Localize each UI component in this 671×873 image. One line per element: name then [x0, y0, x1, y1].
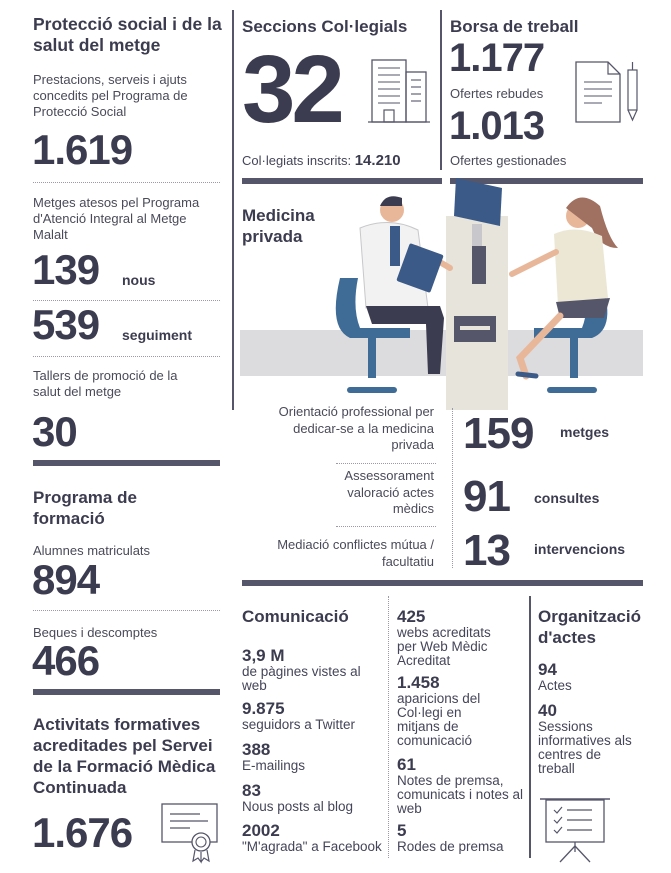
tallers-label: Tallers de promoció de la salut del metge [33, 368, 178, 399]
rebudes-value: 1.177 [449, 36, 545, 80]
doctor-patient-illustration [240, 178, 643, 410]
com-value: 388 [242, 740, 271, 759]
actes-title: Organització d'actes [538, 607, 641, 647]
social-title: Protecció social i de la salut del metge [33, 14, 222, 55]
com-item [397, 674, 507, 748]
medicina-title: Medicina privada [242, 206, 315, 246]
certificate-icon [160, 802, 220, 864]
com-label: webs acreditats per Web Mèdic Acreditat [397, 625, 491, 668]
divider [336, 526, 436, 527]
com-label: seguidors a Twitter [242, 717, 356, 732]
assessorament-unit: consultes [534, 490, 600, 506]
sessions-label: Sessions informatives als centres de treball [538, 719, 632, 776]
seguiment-unit: seguiment [122, 327, 193, 343]
divider [33, 610, 220, 611]
column-separator [529, 596, 531, 858]
inscrits-label: Col·legiats inscrits: [242, 153, 352, 168]
orientacio-label: Orientació professional per dedicar-se a la medicina privada [278, 404, 434, 452]
nous-value: 139 [32, 246, 100, 293]
com-item [397, 756, 527, 816]
divider [33, 356, 220, 357]
divider [33, 182, 220, 183]
section-bar [242, 580, 643, 586]
com-value: 9.875 [242, 699, 285, 718]
divider [336, 463, 436, 464]
seccions-value: 32 [242, 36, 341, 143]
com-item [242, 700, 382, 732]
com-label: E-mailings [242, 758, 306, 773]
actes-label: Actes [538, 678, 572, 693]
gestionades-label: Ofertes gestionades [450, 153, 567, 168]
com-value: 5 [397, 821, 407, 840]
com-label: aparicions del Col·legi en mitjans de comunicació [397, 691, 481, 748]
com-label: Rodes de premsa [397, 839, 504, 854]
com-item [242, 647, 377, 693]
seguiment-value: 539 [32, 301, 100, 348]
rebudes-label: Ofertes rebudes [450, 86, 544, 101]
com-item [242, 822, 382, 854]
medicina-divider [452, 408, 453, 568]
orientacio-value: 159 [463, 409, 534, 458]
com-value: 61 [397, 755, 416, 774]
com-value: 2002 [242, 821, 280, 840]
com-label: de pàgines vistes al web [242, 664, 361, 693]
actes-item [538, 661, 572, 693]
mediacio-value: 13 [463, 526, 510, 575]
column-separator [232, 10, 234, 410]
column-divider [388, 596, 389, 858]
com-label: Nous posts al blog [242, 799, 354, 814]
com-item [397, 608, 507, 668]
actes-value: 94 [538, 660, 557, 679]
column-separator [440, 10, 442, 170]
inscrits-value: 14.210 [354, 152, 401, 169]
activitats-title: Activitats formatives acreditades pel Servei de la Formació Mèdica Continuada [33, 715, 216, 797]
com-label: "M'agrada" a Facebook [242, 839, 382, 854]
gestionades-value: 1.013 [449, 104, 545, 148]
prestacions-label: Prestacions, serveis i ajuts concedits pel Programa de Protecció Social [33, 72, 188, 119]
com-value: 3,9 M [242, 646, 285, 665]
com-label: Notes de premsa, comunicats i notes al web [397, 773, 524, 816]
com-item [242, 741, 305, 773]
section-bar [33, 460, 220, 466]
prestacions-value: 1.619 [32, 126, 133, 173]
activitats-value: 1.676 [32, 809, 133, 856]
nous-unit: nous [122, 272, 156, 288]
com-item [242, 782, 353, 814]
borsa-title: Borsa de treball [450, 17, 579, 36]
actes-item [538, 702, 638, 776]
com-item [397, 822, 504, 854]
com-value: 1.458 [397, 673, 440, 692]
alumnes-label: Alumnes matriculats [33, 543, 151, 558]
sessions-value: 40 [538, 701, 557, 720]
presentation-board-icon [540, 796, 610, 864]
formacio-title: Programa de formació [33, 488, 137, 528]
assessorament-label: Assessorament valoració actes mèdics [344, 468, 434, 516]
com-value: 83 [242, 781, 261, 800]
tallers-value: 30 [32, 408, 77, 455]
document-pen-icon [572, 58, 644, 126]
comunicacio-title: Comunicació [242, 607, 349, 626]
seccions-title: Seccions Col·legials [242, 17, 408, 36]
alumnes-value: 894 [32, 556, 100, 603]
section-bar [33, 689, 220, 695]
com-value: 425 [397, 607, 426, 626]
orientacio-unit: metges [560, 424, 610, 440]
beques-value: 466 [32, 637, 100, 684]
beques-label: Beques i descomptes [33, 625, 158, 640]
assessorament-value: 91 [463, 472, 510, 521]
inscrits-row [242, 152, 401, 169]
mediacio-unit: intervencions [534, 541, 626, 557]
mediacio-label: Mediació conflictes mútua / facultatiu [277, 537, 434, 569]
metges-label: Metges atesos pel Programa d'Atenció Integral al Metge Malalt [33, 195, 200, 242]
building-icon [368, 58, 430, 126]
